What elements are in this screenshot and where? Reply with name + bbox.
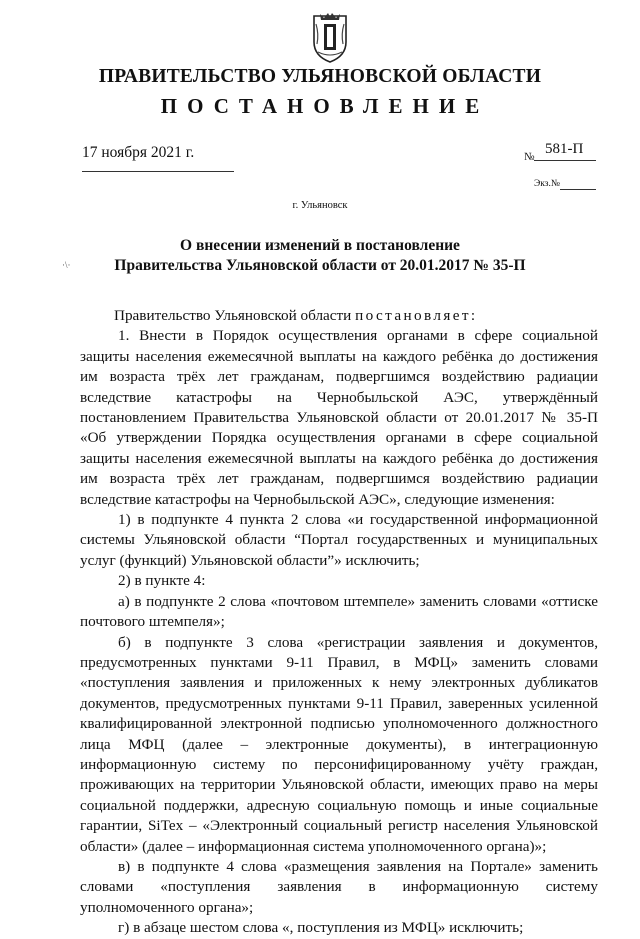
coat-of-arms-emblem (308, 12, 352, 64)
intro-paragraph (80, 306, 598, 326)
decree-date: 17 ноября 2021 г. (82, 144, 195, 161)
document-type-title: ПОСТАНОВЛЕНИЕ (160, 94, 490, 118)
city-name: г. Ульяновск (292, 200, 348, 211)
subject-line-2: Правительства Ульяновской области от 20.01.2017 № 35-П (114, 257, 526, 274)
number-underline (534, 160, 596, 161)
copy-number-underline (560, 189, 596, 190)
subject-line-1: О внесении изменений в постановление (180, 237, 460, 254)
date-underline (82, 171, 234, 172)
paragraph-subitem-1: 1) в подпункте 4 пункта 2 слова «и государственной информационной системы Ульяновской области “Портал государственных и муниципальных услуг (функций) Ульяновской области”» исключить; (80, 511, 598, 569)
decree-body (80, 306, 598, 939)
decree-subject (0, 236, 640, 276)
decree-number-label: № (524, 151, 535, 163)
paragraph-item-1: 1. Внести в Порядок осуществления органами в сфере социальной защиты населения ежемесячной выплаты на каждого ребёнка до достижения им возраста трёх лет гражданам, подвергшимся воздействию радиации вследствие катастрофы на Чернобыльской АЭС, утверждённый постановлением Правительства Ульяновской области от 20.01.2017 № 35-П «Об утверждении Порядка осуществления органами в сфере социальной защиты населения ежемесячной выплаты на каждого ребёнка до достижения им возраста трёх лет гражданам, подвергшимся воздействию радиации вследствие катастрофы на Чернобыльской АЭС», следующие изменения: (80, 327, 598, 508)
paragraph-subitem-a: а) в подпункте 2 слова «почтовом штемпеле» заменить словами «оттиске почтового штемпеля»; (80, 592, 598, 631)
stray-scan-mark: ·\· (62, 260, 71, 270)
intro-resolves: постановляет: (355, 307, 478, 324)
intro-lead: Правительство Ульяновской области (114, 307, 356, 324)
government-title: ПРАВИТЕЛЬСТВО УЛЬЯНОВСКОЙ ОБЛАСТИ (98, 66, 542, 87)
decree-number: 581-П (545, 141, 584, 157)
paragraph-subitem-b: б) в подпункте 3 слова «регистрации заявления и документов, предусмотренных пунктами 9-11 Правил, в МФЦ» заменить словами «поступления заявления и приложенных к нему электронных дубликатов документов, предусмотренных пунктами 9-11 Правил, заверенных усиленной квалифицированной электронной подписью уполномоченного должностного лица МФЦ (далее – электронные документы), в интеграционную информационную систему по персонифицированному учёту граждан, проживающих на территории Ульяновской области, имеющих право на меры социальной поддержки, адресную социальную помощь и иные социальные гарантии, SiTex – «Электронный социальный регистр населения Ульяновской области» (далее – информационная система уполномоченного органа)»; (80, 633, 598, 855)
paragraph-subitem-2: 2) в пункте 4: (118, 572, 206, 590)
paragraph-subitem-g: г) в абзаце шестом слова «, поступления из МФЦ» исключить; (118, 919, 524, 937)
paragraph-subitem-v: в) в подпункте 4 слова «размещения заявления на Портале» заменить словами «поступления заявления в информационную систему уполномоченного органа»; (80, 857, 598, 916)
copy-number-label: Экз.№ (534, 179, 560, 189)
